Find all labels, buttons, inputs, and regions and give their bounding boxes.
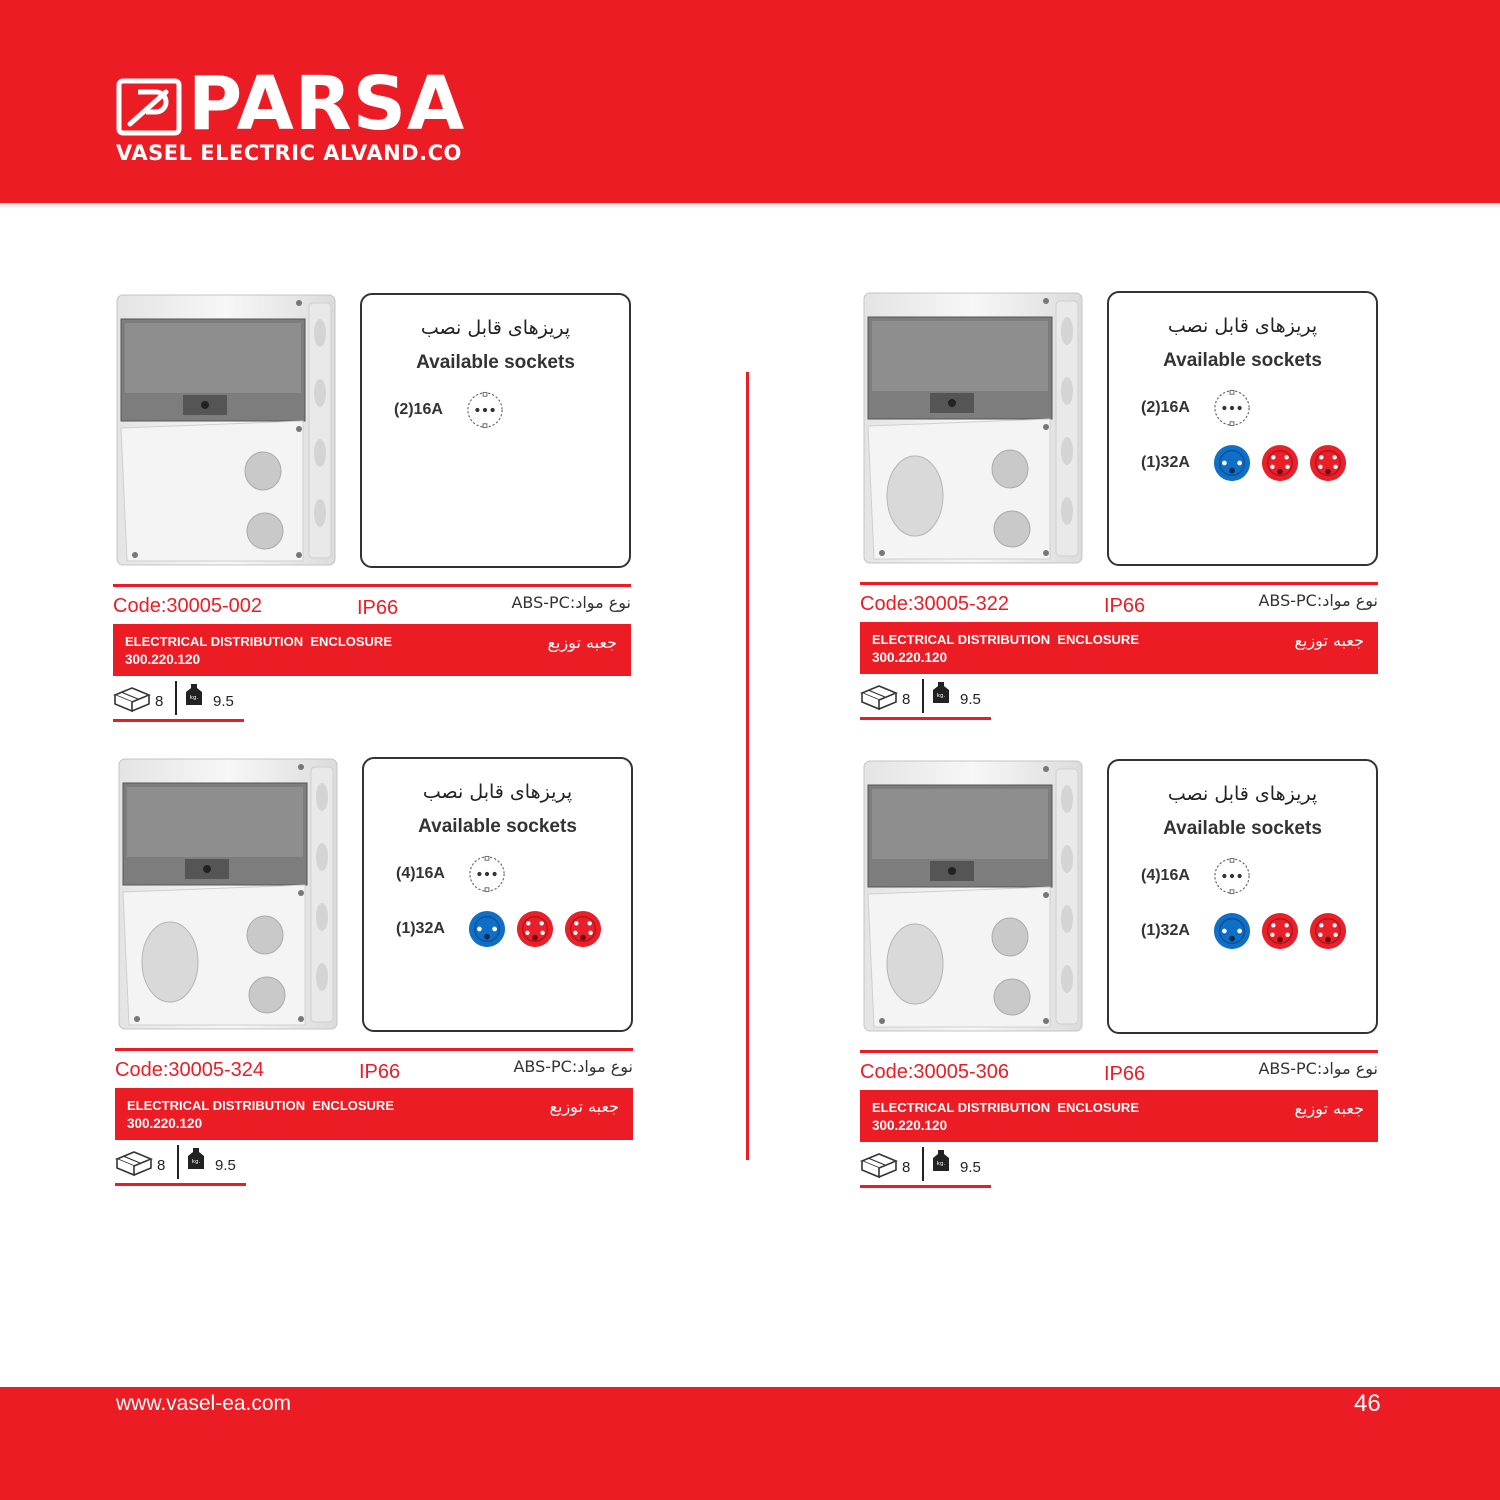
product-name-en: ELECTRICAL DISTRIBUTION ENCLOSURE [127, 1098, 394, 1113]
product-dimensions: 300.220.120 [127, 1116, 203, 1131]
packaging-rule [115, 1183, 246, 1186]
svg-text:kg.: kg. [189, 695, 199, 701]
red-cee-socket-icon [564, 910, 602, 948]
socket-rating-label: (2)16A [1141, 399, 1190, 416]
product-name-band [860, 1090, 1378, 1142]
socket-row [1141, 855, 1261, 897]
product-name-fa: جعبه توزیع [1294, 1099, 1364, 1118]
enclosure-photo [860, 759, 1085, 1034]
pack-separator [177, 1145, 179, 1179]
sockets-title-fa: پریزهای قابل نصب [422, 781, 573, 803]
red-cee-socket-icon [1309, 444, 1347, 482]
website-url: www.vasel-ea.com [116, 1392, 292, 1415]
sockets-title-en: Available sockets [418, 816, 577, 837]
carton-box-icon [115, 1147, 153, 1177]
product-name-en: ELECTRICAL DISTRIBUTION ENCLOSURE [125, 634, 392, 649]
socket-rating-label: (4)16A [396, 865, 445, 882]
weight-kg-icon [185, 682, 203, 706]
socket-rating-label: (2)16A [394, 401, 443, 418]
sockets-title-fa: پریزهای قابل نصب [1167, 315, 1318, 337]
ip-rating: IP66 [357, 597, 399, 619]
product-block [115, 757, 635, 1217]
socket-rating-label: (1)32A [396, 920, 445, 937]
page-number: 46 [1354, 1390, 1381, 1417]
socket-rating-label: (1)32A [1141, 454, 1190, 471]
svg-text:kg.: kg. [936, 1161, 946, 1167]
product-name-band [860, 622, 1378, 674]
schuko-socket-icon [1213, 857, 1251, 895]
product-name-fa: جعبه توزیع [547, 633, 617, 652]
product-block [860, 291, 1380, 751]
parsa-logo-icon [116, 78, 182, 136]
product-block [113, 293, 633, 753]
pack-separator [922, 679, 924, 713]
weight-kg-icon [187, 1146, 205, 1170]
pack-quantity: 8 [902, 1159, 911, 1176]
packaging-info [115, 1145, 247, 1185]
product-dimensions: 300.220.120 [872, 1118, 948, 1133]
carton-box-icon [860, 1149, 898, 1179]
red-cee-socket-icon [1261, 912, 1299, 950]
material: نوع مواد:ABS-PC [513, 1057, 633, 1076]
socket-row [396, 853, 516, 895]
enclosure-photo [860, 291, 1085, 566]
weight-value: 9.5 [960, 1159, 981, 1176]
packaging-info [860, 1147, 992, 1187]
blue-cee-socket-icon [1213, 444, 1251, 482]
product-dimensions: 300.220.120 [872, 650, 948, 665]
available-sockets-card [360, 293, 631, 568]
sockets-title-en: Available sockets [1163, 350, 1322, 371]
header-shadow [0, 203, 1500, 209]
red-cee-socket-icon [1261, 444, 1299, 482]
product-name-fa: جعبه توزیع [549, 1097, 619, 1116]
pack-quantity: 8 [157, 1157, 166, 1174]
pack-separator [922, 1147, 924, 1181]
schuko-socket-icon [466, 391, 504, 429]
packaging-rule [860, 717, 991, 720]
sockets-title-fa: پریزهای قابل نصب [1167, 783, 1318, 805]
product-dimensions: 300.220.120 [125, 652, 201, 667]
socket-row [396, 908, 612, 950]
packaging-info [113, 681, 245, 721]
packaging-rule [860, 1185, 991, 1188]
packaging-info [860, 679, 992, 719]
socket-rating-label: (1)32A [1141, 922, 1190, 939]
weight-kg-icon [932, 1148, 950, 1172]
svg-text:kg.: kg. [191, 1159, 201, 1165]
red-cee-socket-icon [1309, 912, 1347, 950]
weight-value: 9.5 [215, 1157, 236, 1174]
brand-name: PARSA [188, 61, 466, 147]
carton-box-icon [113, 683, 151, 713]
product-code: Code:30005-002 [113, 595, 263, 617]
enclosure-photo [113, 293, 338, 568]
carton-box-icon [860, 681, 898, 711]
schuko-socket-icon [468, 855, 506, 893]
svg-text:kg.: kg. [936, 693, 946, 699]
material: نوع مواد:ABS-PC [1258, 591, 1378, 610]
weight-kg-icon [932, 680, 950, 704]
available-sockets-card [1107, 291, 1378, 566]
product-name-fa: جعبه توزیع [1294, 631, 1364, 650]
weight-value: 9.5 [213, 693, 234, 710]
top-rule [860, 582, 1378, 585]
product-name-en: ELECTRICAL DISTRIBUTION ENCLOSURE [872, 1100, 1139, 1115]
sockets-title-fa: پریزهای قابل نصب [420, 317, 571, 339]
top-rule [115, 1048, 633, 1051]
packaging-rule [113, 719, 244, 722]
socket-row [1141, 442, 1357, 484]
top-rule [860, 1050, 1378, 1053]
schuko-socket-icon [1213, 389, 1251, 427]
available-sockets-card [1107, 759, 1378, 1034]
available-sockets-card [362, 757, 633, 1032]
blue-cee-socket-icon [468, 910, 506, 948]
product-name-band [113, 624, 631, 676]
product-code: Code:30005-306 [860, 1061, 1010, 1083]
pack-separator [175, 681, 177, 715]
ip-rating: IP66 [1104, 595, 1146, 617]
ip-rating: IP66 [359, 1061, 401, 1083]
top-rule [113, 584, 631, 587]
material: نوع مواد:ABS-PC [1258, 1059, 1378, 1078]
product-code: Code:30005-322 [860, 593, 1010, 615]
product-name-en: ELECTRICAL DISTRIBUTION ENCLOSURE [872, 632, 1139, 647]
product-name-band [115, 1088, 633, 1140]
sockets-title-en: Available sockets [416, 352, 575, 373]
product-block [860, 759, 1380, 1219]
socket-row [1141, 910, 1357, 952]
pack-quantity: 8 [155, 693, 164, 710]
product-code: Code:30005-324 [115, 1059, 265, 1081]
company-name: VASEL ELECTRIC ALVAND.CO [116, 141, 462, 165]
material: نوع مواد:ABS-PC [511, 593, 631, 612]
red-cee-socket-icon [516, 910, 554, 948]
ip-rating: IP66 [1104, 1063, 1146, 1085]
pack-quantity: 8 [902, 691, 911, 708]
center-divider [746, 372, 749, 1160]
sockets-title-en: Available sockets [1163, 818, 1322, 839]
blue-cee-socket-icon [1213, 912, 1251, 950]
weight-value: 9.5 [960, 691, 981, 708]
enclosure-photo [115, 757, 340, 1032]
socket-row [1141, 387, 1261, 429]
socket-rating-label: (4)16A [1141, 867, 1190, 884]
socket-row [394, 389, 514, 431]
